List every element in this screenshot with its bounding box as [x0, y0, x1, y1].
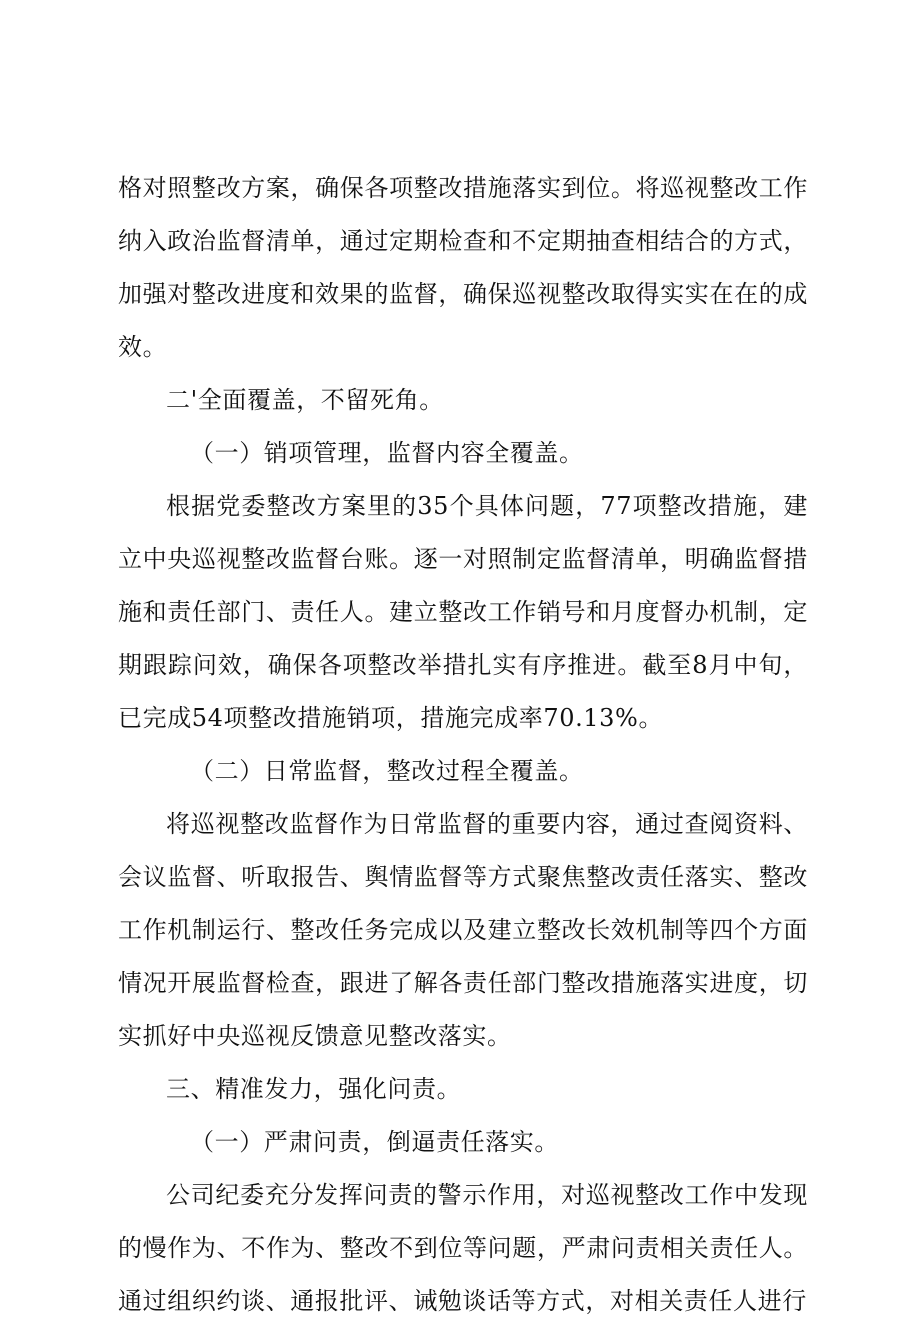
subsection-heading-2-2: （二）日常监督，整改过程全覆盖。	[190, 757, 584, 785]
body-paragraph: 根据党委整改方案里的35个具体问题，77项整改措施，建立中央巡视整改监督台账。逐一对照制定监督清单，明确监督措施和责任部门、责任人。建立整改工作销号和月度督办机制，定期跟踪问效，确保各项整改举措扎实有序推进。截至8月中旬，已完成54项整改措施销项，措施完成率70.13%。	[118, 492, 808, 732]
body-paragraph: 将巡视整改监督作为日常监督的重要内容，通过查阅资料、会议监督、听取报告、舆情监督等方式聚焦整改责任落实、整改工作机制运行、整改任务完成以及建立整改长效机制等四个方面情况开展监督检查，跟进了解各责任部门整改措施落实进度，切实抓好中央巡视反馈意见整改落实。	[118, 810, 808, 1050]
subsection-heading-3-1: （一）严肃问责，倒逼责任落实。	[190, 1128, 559, 1156]
body-paragraph: 公司纪委充分发挥问责的警示作用，对巡视整改工作中发现的慢作为、不作为、整改不到位等问题，严肃问责相关责任人。通过组织约谈、通报批评、诫勉谈话等方式，对相关责任人进行	[118, 1181, 808, 1315]
document-body	[118, 162, 808, 1328]
section-heading-2: 二'全面覆盖，不留死角。	[166, 386, 444, 414]
section-heading-3: 三、精准发力，强化问责。	[166, 1075, 462, 1103]
body-paragraph-continued: 格对照整改方案，确保各项整改措施落实到位。将巡视整改工作纳入政治监督清单，通过定期检查和不定期抽查相结合的方式，加强对整改进度和效果的监督，确保巡视整改取得实实在在的成效。	[118, 174, 808, 361]
subsection-heading-2-1: （一）销项管理，监督内容全覆盖。	[190, 439, 584, 467]
